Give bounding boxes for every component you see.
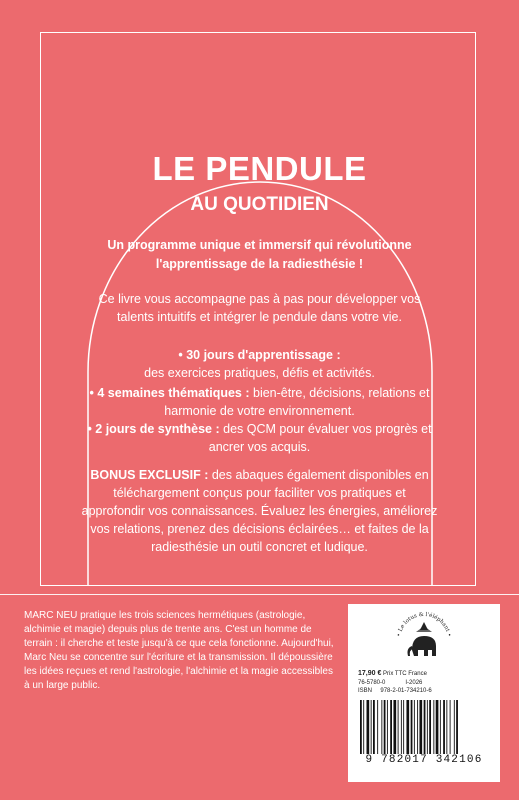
isbn-line bbox=[358, 687, 493, 695]
logo-text: • Le lotus & l'éléphant • bbox=[396, 611, 452, 638]
point-2-heading: • 4 semaines thématiques : bbox=[89, 386, 250, 400]
lead-text: Un programme unique et immersif qui révolutionne l'apprentissage de la radiesthésie ! bbox=[107, 238, 412, 271]
bonus-heading: BONUS EXCLUSIF : bbox=[90, 468, 209, 482]
point-2-text: bien-être, décisions, relations et harmonie de votre environnement. bbox=[164, 386, 430, 418]
point-1-text: des exercices pratiques, défis et activités. bbox=[144, 366, 375, 380]
point-1-heading: • 30 jours d'apprentissage : bbox=[178, 348, 341, 362]
author-bio: MARC NEU pratique les trois sciences hermétiques (astrologie, alchimie et magie) depuis plus de trente ans. C'est un homme de terrain : il cherche et teste jusqu'à ce que cela fonctionne. Aujourd'hui, Marc Neu se concentre sur l'écriture et la transmission. Il dépoussière les idées reçues et rend l'astrologie, l'alchimie et la magie accessibles à un large public. bbox=[24, 610, 334, 691]
point-3-heading: • 2 jours de synthèse : bbox=[87, 422, 220, 436]
product-code-number: 76-5780-0 bbox=[358, 680, 386, 686]
price: 17,90 € bbox=[358, 670, 382, 677]
book-subtitle: AU QUOTIDIEN bbox=[190, 194, 329, 215]
price-note: Prix TTC France bbox=[383, 671, 427, 677]
section-divider bbox=[0, 594, 519, 595]
price-line bbox=[358, 670, 493, 678]
barcode-number: 9 782017 342106 bbox=[365, 754, 483, 766]
point-2 bbox=[80, 384, 439, 420]
point-3-text: des QCM pour évaluer vos progrès et ancrer vos acquis. bbox=[208, 422, 432, 454]
edition-code: I-2026 bbox=[405, 680, 423, 686]
product-code bbox=[358, 679, 493, 687]
intro-text: Ce livre vous accompagne pas à pas pour développer vos talents intuitifs et intégrer le pendule dans votre vie. bbox=[98, 292, 421, 324]
isbn-value: 978-2-01-734210-6 bbox=[380, 688, 432, 694]
barcode-icon bbox=[358, 700, 490, 756]
book-title: LE PENDULE bbox=[152, 150, 367, 187]
isbn-label: ISBN bbox=[358, 688, 373, 694]
point-3 bbox=[80, 420, 439, 456]
point-1 bbox=[80, 346, 439, 382]
elephant-logo-icon bbox=[392, 606, 456, 668]
bonus-text: des abaques également disponibles en téléchargement conçus pour faciliter vos pratiques et approfondir vos connaissances. Évaluez les énergies, améliorez vos relations, prenez des décisions éclairées… et faites de la radiesthésie un outil concret et ludique. bbox=[81, 468, 438, 554]
bonus-block bbox=[80, 466, 439, 556]
publisher-box bbox=[348, 604, 500, 782]
